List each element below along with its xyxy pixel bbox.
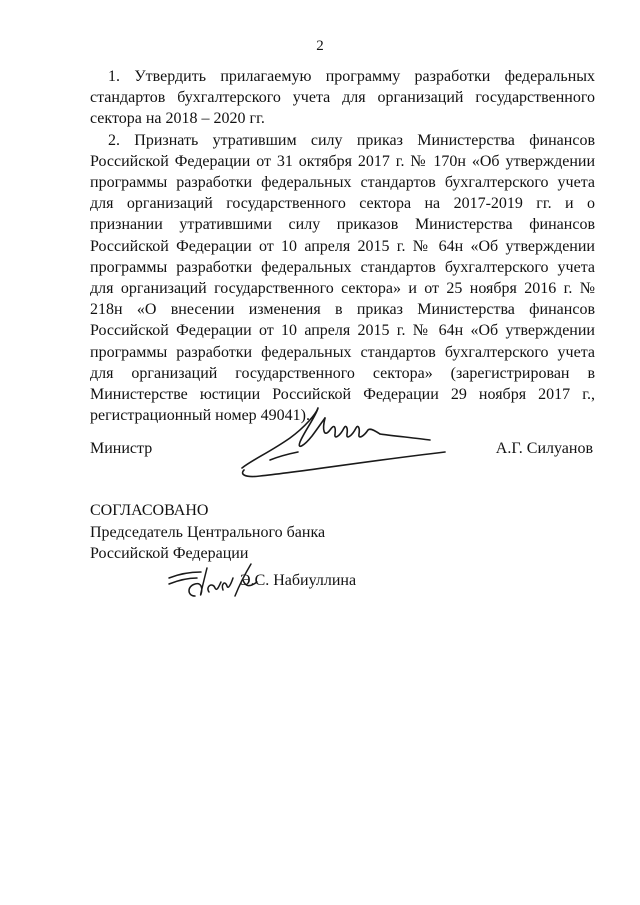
paragraph-1: 1. Утвердить прилагаемую программу разработки федеральных стандартов бухгалтерского учета для организаций государственного сектора на 2018 – 2020 гг. xyxy=(90,68,595,128)
approval-heading: СОГЛАСОВАНО xyxy=(90,502,209,519)
minister-name: А.Г. Силуанов xyxy=(495,440,593,457)
minister-signature-icon xyxy=(230,402,460,480)
document-body xyxy=(90,66,595,426)
approval-block xyxy=(90,500,325,565)
central-bank-chair-name: Э.С. Набиуллина xyxy=(240,572,357,589)
approval-position-line-2: Российской Федерации xyxy=(90,545,249,562)
approval-position-line-1: Председатель Центрального банка xyxy=(90,523,326,541)
page-number: 2 xyxy=(316,38,324,54)
minister-position: Министр xyxy=(90,440,153,457)
paragraph-2: 2. Признать утратившим силу приказ Министерства финансов Российской Федерации от 31 октября 2017 г. № 170н «Об утверждении программы разработки федеральных стандартов бухгалтерского учета для организаций государственного сектора на 2017-2019 гг. и о признании утратившими силу приказов Министерства финансов Российской Федерации от 10 апреля 2015 г. № 64н «Об утверждении программы разработки федеральных стандартов бухгалтерского учета для организаций государственного сектора» и от 25 ноября 2016 г. № 218н «О внесении изменения в приказ Министерства финансов Российской Федерации от 10 апреля 2015 г. № 64н «Об утверждении программы разработки федеральных стандартов бухгалтерского учета для организаций государственного сектора» (зарегистрирован в Министерстве юстиции Российской Федерации 29 ноября 2017 г., регистрационный номер 49041). xyxy=(90,131,595,425)
